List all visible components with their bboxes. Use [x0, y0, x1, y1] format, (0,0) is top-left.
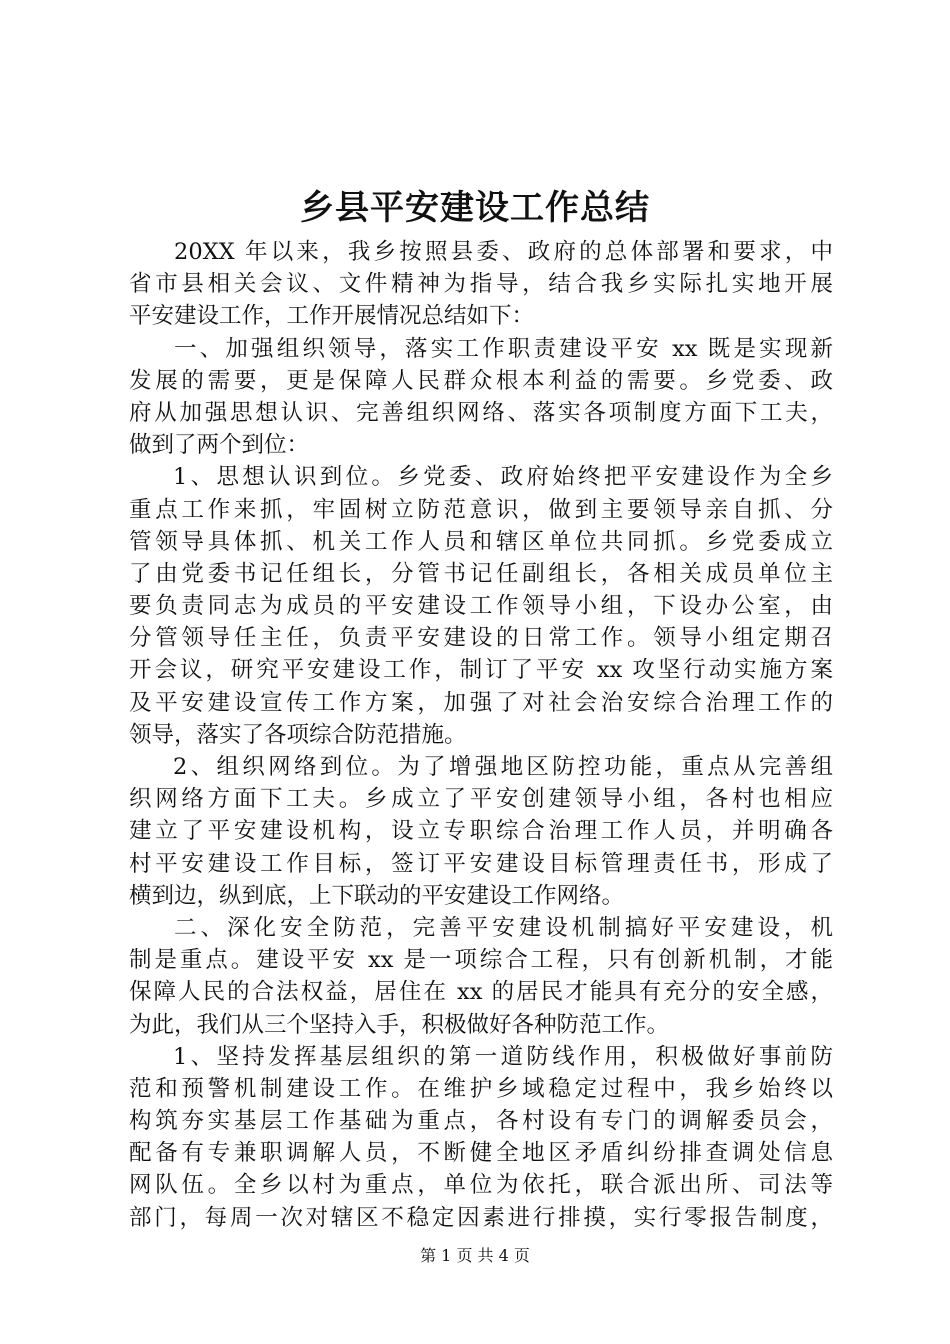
text-line: 为此，我们从三个坚持入手，积极做好各种防范工作。 — [129, 1011, 670, 1038]
text-line: 构筑夯实基层工作基础为重点，各村设有专门的调解委员会， — [129, 1108, 833, 1135]
text-line: 一、加强组织领导，落实工作职责建设平安 xx 既是实现新 — [174, 335, 833, 362]
text-line: 织网络方面下工夫。乡成立了平安创建领导小组，各村也相应 — [129, 786, 833, 813]
text-line: 做到了两个到位： — [129, 432, 310, 459]
text-line: 管领导具体抓、机关工作人员和辖区单位共同抓。乡党委成立 — [129, 528, 833, 555]
text-line: 领导，落实了各项综合防范措施。 — [129, 721, 467, 748]
page-number-footer: 第 1 页 共 4 页 — [420, 1246, 530, 1265]
text-line: 保障人民的合法权益，居住在 xx 的居民才能具有充分的安全感， — [129, 979, 833, 1006]
text-line: 省市县相关会议、文件精神为指导，结合我乡实际扎实地开展 — [129, 271, 833, 298]
document-body — [129, 236, 833, 1234]
text-line: 二、深化安全防范，完善平安建设机制搞好平安建设，机 — [174, 914, 833, 941]
text-line: 村平安建设工作目标，签订平安建设目标管理责任书，形成了 — [129, 850, 833, 877]
text-line: 发展的需要，更是保障人民群众根本利益的需要。乡党委、政 — [129, 367, 833, 394]
text-line: 网队伍。全乡以村为重点，单位为依托，联合派出所、司法等 — [129, 1172, 833, 1199]
text-line: 配备有专兼职调解人员，不断健全地区矛盾纠纷排查调处信息 — [129, 1140, 833, 1167]
text-line: 府从加强思想认识、完善组织网络、落实各项制度方面下工夫， — [129, 399, 833, 426]
text-line: 分管领导任主任，负责平安建设的日常工作。领导小组定期召 — [129, 625, 833, 652]
text-line: 部门，每周一次对辖区不稳定因素进行排摸，实行零报告制度， — [129, 1204, 833, 1231]
text-line: 2、组织网络到位。为了增强地区防控功能，重点从完善组 — [173, 754, 833, 780]
text-line: 重点工作来抓，牢固树立防范意识，做到主要领导亲自抓、分 — [129, 496, 833, 523]
text-line: 制是重点。建设平安 xx 是一项综合工程，只有创新机制，才能 — [129, 947, 833, 974]
text-line: 横到边，纵到底，上下联动的平安建设工作网络。 — [129, 882, 625, 909]
text-line: 了由党委书记任组长，分管书记任副组长，各相关成员单位主 — [129, 560, 833, 587]
text-line: 范和预警机制建设工作。在维护乡域稳定过程中，我乡始终以 — [129, 1075, 833, 1102]
text-line: 要负责同志为成员的平安建设工作领导小组，下设办公室，由 — [129, 593, 833, 620]
text-line: 1、思想认识到位。乡党委、政府始终把平安建设作为全乡 — [173, 464, 833, 491]
page-title: 乡县平安建设工作总结 — [300, 188, 650, 228]
text-line: 及平安建设宣传工作方案，加强了对社会治安综合治理工作的 — [129, 689, 833, 716]
text-line: 1、坚持发挥基层组织的第一道防线作用，积极做好事前防 — [173, 1043, 833, 1070]
text-line: 20XX 年以来，我乡按照县委、政府的总体部署和要求，中 — [174, 239, 833, 265]
text-line: 建立了平安建设机构，设立专职综合治理工作人员，并明确各 — [129, 818, 833, 845]
text-line: 平安建设工作，工作开展情况总结如下： — [129, 303, 535, 330]
text-line: 开会议，研究平安建设工作，制订了平安 xx 攻坚行动实施方案 — [129, 657, 833, 684]
